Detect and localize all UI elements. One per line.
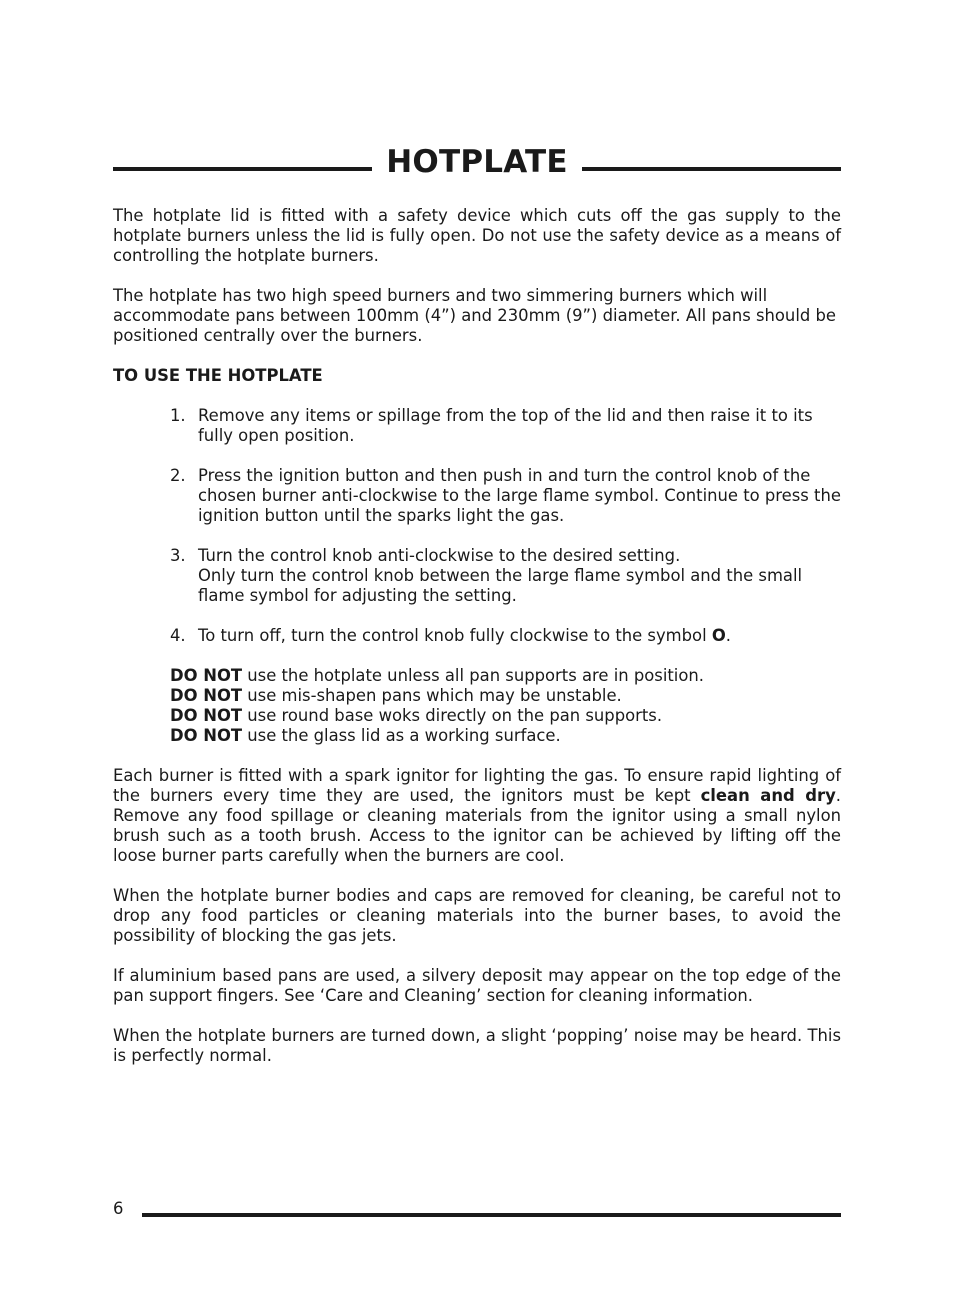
- title-row: [113, 140, 841, 184]
- aluminium-paragraph: If aluminium based pans are used, a silvery deposit may appear on the top edge of the pan support fingers. See ‘Care and Cleaning’ section for cleaning information.: [113, 966, 841, 1005]
- list-item: [170, 626, 841, 646]
- page-title: HOTPLATE: [386, 144, 568, 180]
- warning-label: DO NOT: [170, 686, 243, 705]
- off-symbol: O: [711, 626, 726, 645]
- step-note: Only turn the control knob between the large flame symbol and the small flame symbol for adjusting the setting.: [198, 566, 803, 605]
- list-item: [170, 546, 841, 606]
- warning-text: use the glass lid as a working surface.: [242, 726, 561, 745]
- ignitor-text-a: Each burner is fitted with a spark ignitor for lighting the gas. To ensure rapid lighting of the burners every time they are used, the ignitors must be kept: [113, 766, 841, 805]
- content: [113, 206, 841, 1086]
- step-text: Turn the control knob anti-clockwise to the desired setting.: [198, 546, 681, 565]
- section-heading: TO USE THE HOTPLATE: [113, 366, 323, 385]
- step-number: 3.: [170, 546, 186, 565]
- title-rule-left: [113, 167, 372, 171]
- steps-list: [113, 406, 841, 646]
- step-number: 4.: [170, 626, 186, 645]
- warning-line: [170, 686, 841, 706]
- ignitor-text-b: . Remove any food spillage or cleaning materials from the ignitor using a small nylon brush such as a tooth brush. Access to the ignitor can be achieved by lifting off the loose burner parts carefully when the burners are cool.: [113, 786, 841, 865]
- page-number: 6: [113, 1198, 124, 1218]
- list-item: [170, 466, 841, 526]
- ignitor-emphasis: clean and dry: [700, 786, 836, 805]
- warning-text: use the hotplate unless all pan supports are in position.: [242, 666, 704, 685]
- document-page: [113, 0, 841, 1305]
- warning-text: use round base woks directly on the pan supports.: [242, 706, 663, 725]
- step-text: Remove any items or spillage from the top of the lid and then raise it to its fully open position.: [198, 406, 813, 445]
- intro-paragraph-2: The hotplate has two high speed burners and two simmering burners which will accommodate pans between 100mm (4”) and 230mm (9”) diameter. All pans should be positioned centrally over the burners.: [113, 286, 836, 345]
- page-footer: [113, 1196, 841, 1220]
- ignitor-paragraph: [113, 766, 841, 866]
- warning-label: DO NOT: [170, 666, 243, 685]
- warning-label: DO NOT: [170, 726, 243, 745]
- step-number: 2.: [170, 466, 186, 485]
- step-text: To turn off, turn the control knob fully clockwise to the symbol: [198, 626, 712, 645]
- cleaning-paragraph: When the hotplate burner bodies and caps are removed for cleaning, be careful not to drop any food particles or cleaning materials into the burner bases, to avoid the possibility of blocking the gas jets.: [113, 886, 841, 945]
- step-text: Press the ignition button and then push in and turn the control knob of the chosen burner anti-clockwise to the large flame symbol. Continue to press the ignition button until the sparks light the gas.: [198, 466, 841, 525]
- step-end: .: [725, 626, 731, 645]
- step-number: 1.: [170, 406, 186, 425]
- list-item: [170, 406, 841, 446]
- warning-text: use mis-shapen pans which may be unstable.: [242, 686, 622, 705]
- warning-line: [170, 726, 841, 746]
- warning-line: [170, 706, 841, 726]
- warning-label: DO NOT: [170, 706, 243, 725]
- warnings-list: [113, 666, 841, 746]
- popping-paragraph: When the hotplate burners are turned down, a slight ‘popping’ noise may be heard. This is perfectly normal.: [113, 1026, 841, 1065]
- footer-rule: [142, 1213, 841, 1217]
- title-rule-right: [582, 167, 841, 171]
- warning-line: [170, 666, 841, 686]
- intro-paragraph-1: The hotplate lid is fitted with a safety device which cuts off the gas supply to the hotplate burners unless the lid is fully open. Do not use the safety device as a means of controlling the hotplate burners.: [113, 206, 841, 265]
